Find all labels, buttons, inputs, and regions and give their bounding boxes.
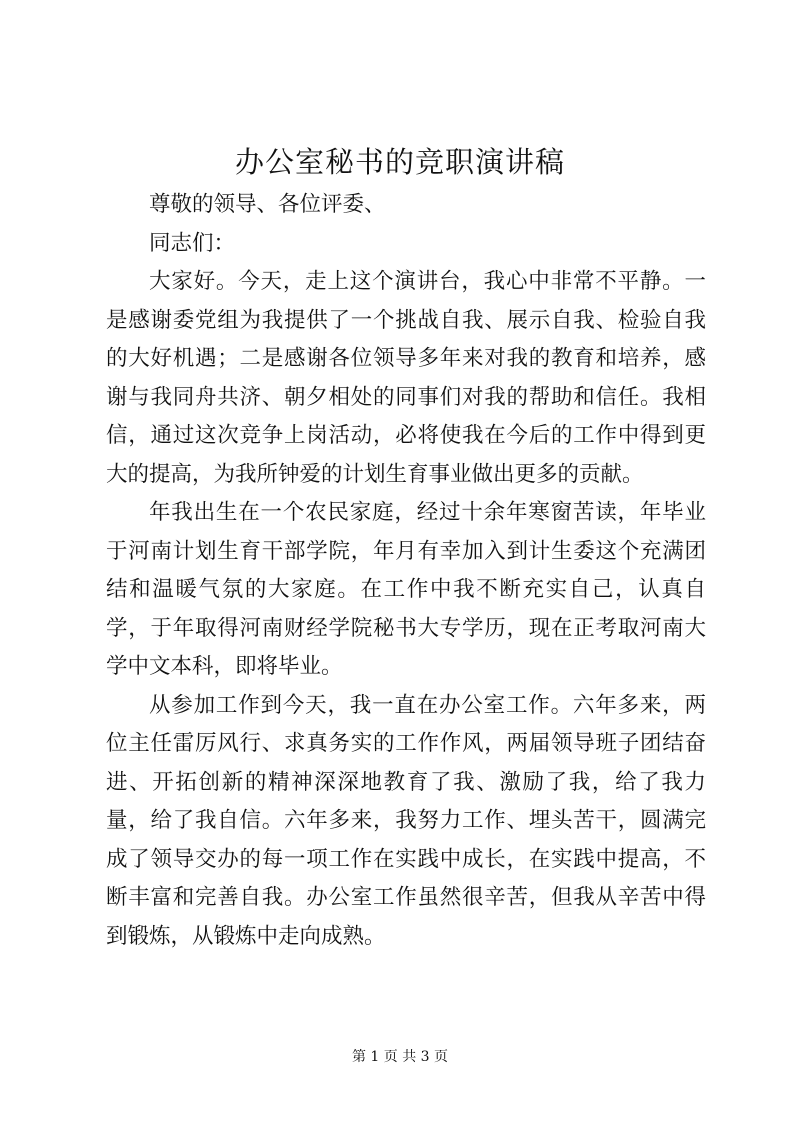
page-number-footer: 第 1 页 共 3 页 [351,1049,449,1065]
paragraph-work-experience: 从参加工作到今天，我一直在办公室工作。六年多来，两位主任雷厉风行、求真务实的工作作风，两届领导班子团结奋进、开拓创新的精神深深地教育了我、激励了我，给了我力量，给了我自信。六年多来，我努力工作、埋头苦干，圆满完成了领导交办的每一项工作在实践中成长，在实践中提高，不断丰富和完善自我。办公室工作虽然很辛苦，但我从辛苦中得到锻炼，从锻炼中走向成熟。 [106,692,706,949]
document-title: 办公室秘书的竞职演讲稿 [234,145,565,179]
paragraph-background: 年我出生在一个农民家庭，经过十余年寒窗苦读，年毕业于河南计划生育干部学院，年月有幸加入到计生委这个充满团结和温暖气氛的大家庭。在工作中我不断充实自己，认真自学，于年取得河南财经学院秘书大专学历，现在正考取河南大学中文本科，即将毕业。 [106,500,706,679]
salutation-line-1: 尊敬的领导、各位评委、 [149,192,386,217]
salutation-line-2: 同志们： [149,230,236,256]
document-body [106,186,706,956]
paragraph-greeting: 大家好。今天，走上这个演讲台，我心中非常不平静。一是感谢委党组为我提供了一个挑战自我、展示自我、检验自我的大好机遇；二是感谢各位领导多年来对我的教育和培养，感谢与我同舟共济、朝夕相处的同事们对我的帮助和信任。我相信，通过这次竞争上岗活动，必将使我在今后的工作中得到更大的提高，为我所钟爱的计划生育事业做出更多的贡献。 [106,269,706,487]
